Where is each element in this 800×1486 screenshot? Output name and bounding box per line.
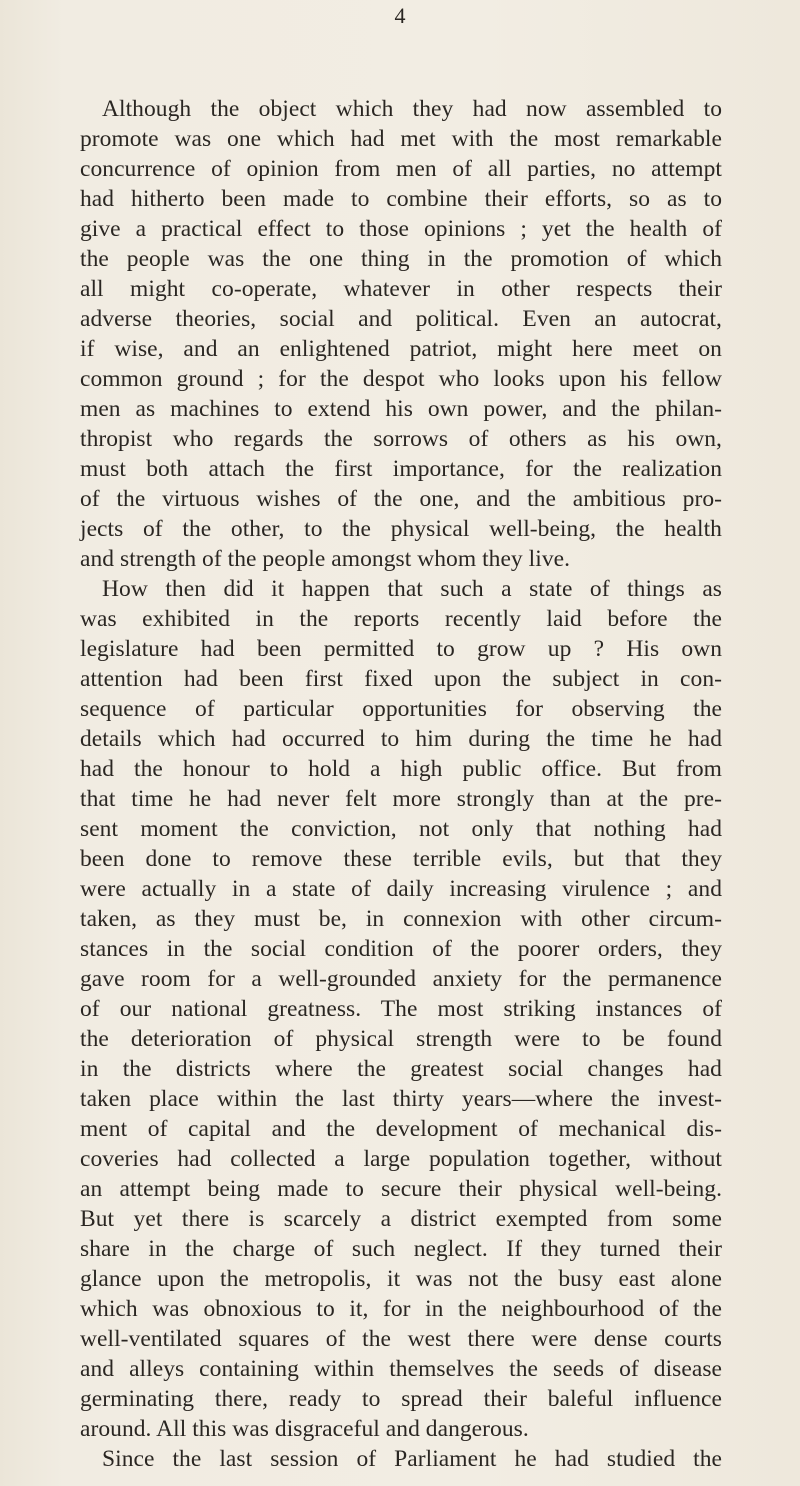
- text-line: was exhibited in the reports recently laid before the: [80, 606, 722, 632]
- page-number: 4: [394, 3, 406, 28]
- text-line: that time he had never felt more strongly than at the pre-: [80, 786, 722, 812]
- text-line: in the districts where the greatest social changes had: [80, 1056, 722, 1082]
- text-line: give a practical effect to those opinions ; yet the health of: [80, 216, 722, 242]
- text-line: jects of the other, to the physical well-being, the health: [80, 516, 722, 542]
- text-line: the people was the one thing in the promotion of which: [80, 246, 722, 272]
- body-text: [80, 94, 722, 1474]
- text-line: Although the object which they had now assembled to: [102, 96, 722, 122]
- text-line: promote was one which had met with the most remarkable: [80, 126, 722, 152]
- text-line: well-ventilated squares of the west there were dense courts: [80, 1326, 722, 1352]
- text-line: legislature had been permitted to grow up ? His own: [80, 636, 722, 662]
- text-line: common ground ; for the despot who looks upon his fellow: [80, 366, 722, 392]
- text-line: sequence of particular opportunities for observing the: [80, 696, 722, 722]
- text-line: share in the charge of such neglect. If they turned their: [80, 1236, 722, 1262]
- text-line: and alleys containing within themselves the seeds of disease: [80, 1356, 722, 1382]
- text-line: adverse theories, social and political. Even an autocrat,: [80, 306, 722, 332]
- text-line: taken place within the last thirty years—where the invest-: [80, 1086, 722, 1112]
- text-line: must both attach the first importance, for the realization: [80, 456, 722, 482]
- text-line: which was obnoxious to it, for in the neighbourhood of the: [80, 1296, 722, 1322]
- text-line: How then did it happen that such a state of things as: [102, 576, 722, 602]
- text-line: ment of capital and the development of mechanical dis-: [80, 1116, 722, 1142]
- text-line: But yet there is scarcely a district exempted from some: [80, 1206, 722, 1232]
- text-line: germinating there, ready to spread their baleful influence: [80, 1386, 722, 1412]
- text-line: were actually in a state of daily increasing virulence ; and: [80, 876, 722, 902]
- text-line: Since the last session of Parliament he had studied the: [102, 1446, 722, 1472]
- text-line: stances in the social condition of the poorer orders, they: [80, 936, 722, 962]
- text-line: all might co-operate, whatever in other respects their: [80, 276, 722, 302]
- paragraph-1: [80, 94, 722, 574]
- text-line: of our national greatness. The most striking instances of: [80, 996, 722, 1022]
- text-line: attention had been first fixed upon the subject in con-: [80, 666, 722, 692]
- text-line: been done to remove these terrible evils, but that they: [80, 846, 722, 872]
- text-line: had hitherto been made to combine their efforts, so as to: [80, 186, 722, 212]
- text-line: around. All this was disgraceful and dangerous.: [80, 1416, 529, 1442]
- text-line: taken, as they must be, in connexion with other circum-: [80, 906, 722, 932]
- text-line: if wise, and an enlightened patriot, might here meet on: [80, 336, 722, 362]
- text-line: gave room for a well-grounded anxiety for the permanence: [80, 966, 722, 992]
- text-line: and strength of the people amongst whom they live.: [80, 546, 571, 572]
- text-line: concurrence of opinion from men of all parties, no attempt: [80, 156, 722, 182]
- paragraph-2: [80, 574, 722, 1444]
- text-line: had the honour to hold a high public office. But from: [80, 756, 722, 782]
- text-line: coveries had collected a large population together, without: [80, 1146, 722, 1172]
- paragraph-3: [80, 1444, 722, 1474]
- text-line: thropist who regards the sorrows of others as his own,: [80, 426, 722, 452]
- text-line: of the virtuous wishes of the one, and the ambitious pro-: [80, 486, 722, 512]
- text-line: details which had occurred to him during the time he had: [80, 726, 722, 752]
- text-line: sent moment the conviction, not only that nothing had: [80, 816, 722, 842]
- text-line: the deterioration of physical strength were to be found: [80, 1026, 722, 1052]
- text-line: glance upon the metropolis, it was not the busy east alone: [80, 1266, 722, 1292]
- text-line: men as machines to extend his own power, and the philan-: [80, 396, 722, 422]
- text-line: an attempt being made to secure their physical well-being.: [80, 1176, 722, 1202]
